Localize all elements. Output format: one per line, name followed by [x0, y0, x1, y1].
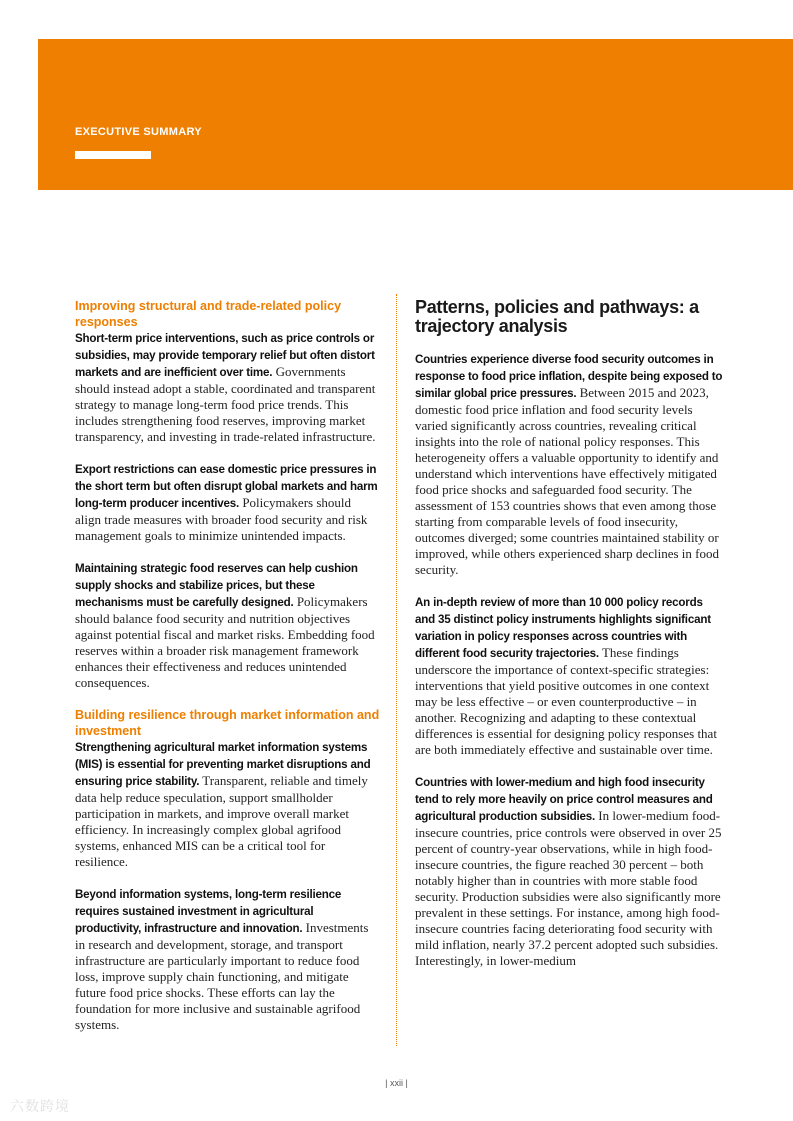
section-label: EXECUTIVE SUMMARY [75, 126, 202, 138]
paragraph [75, 330, 380, 445]
paragraph-lead: Strengthening agricultural market information systems (MIS) is essential for preventing market disruptions and ensuring price stability. [75, 741, 371, 788]
right-column [415, 298, 725, 985]
paragraph [75, 461, 380, 544]
paragraph [75, 739, 380, 870]
section-heading-resilience: Building resilience through market information and investment [75, 708, 380, 738]
paragraph-body: Investments in research and development, storage, and transport infrastructure are particularly important to reduce food loss, improve supply chain functioning, and mitigate future food price shocks. These efforts can lay the foundation for more inclusive and sustainable agrifood systems. [75, 920, 369, 1032]
column-divider [396, 294, 397, 1046]
paragraph-body: Transparent, reliable and timely data help reduce speculation, support smallholder participation in markets, and improve overall market efficiency. In increasingly complex global agrifood systems, enhanced MIS can be a critical tool for resilience. [75, 773, 368, 869]
paragraph [75, 886, 380, 1033]
paragraph-lead: Export restrictions can ease domestic price pressures in the short term but often disrupt global markets and harm long-term producer incentives. [75, 463, 378, 510]
paragraph-lead: Beyond information systems, long-term resilience requires sustained investment in agricultural productivity, infrastructure and innovation. [75, 888, 342, 935]
paragraph [415, 594, 725, 758]
paragraph-body: Between 2015 and 2023, domestic food price inflation and food security levels varied significantly across countries, revealing critical insights into the role of national policy responses. This heterogeneity offers a valuable opportunity to identify and understand which interventions have effectively mitigated food price shocks and safeguarded food security. The assessment of 153 countries shows that even among those starting from comparable levels of food insecurity, outcomes diverged; some countries maintained stability or improved, while others experienced sharp declines in food security. [415, 385, 719, 577]
paragraph-lead: Short-term price interventions, such as price controls or subsidies, may provide temporary relief but often distort markets and are inefficient over time. [75, 332, 375, 379]
paragraph-lead: Countries with lower-medium and high food insecurity tend to rely more heavily on price control measures and agricultural production subsidies. [415, 776, 713, 823]
section-heading-trade: Improving structural and trade-related policy responses [75, 299, 342, 329]
paragraph-body: In lower-medium food-insecure countries, price controls were observed in over 25 percent of country-year observations, while in high food-insecure countries, the figure reached 30 percent – both notably higher than in countries with more stable food security. Production subsidies were also significantly more prevalent in these settings. For instance, among high food-insecure countries facing deteriorating food security with mild inflation, nearly 37.2 percent adopted such subsidies. Interestingly, in lower-medium [415, 808, 722, 968]
paragraph [415, 351, 725, 578]
page-title: Patterns, policies and pathways: a trajectory analysis [415, 297, 699, 336]
left-column [75, 298, 380, 1049]
paragraph-body: Governments should instead adopt a stable, coordinated and transparent strategy to manage long-term food price trends. This includes strengthening food reserves, improving market transparency, and investing in trade-related infrastructure. [75, 364, 376, 444]
paragraph-lead: Maintaining strategic food reserves can help cushion supply shocks and stabilize prices, but these mechanisms must be carefully designed. [75, 562, 358, 609]
paragraph [75, 560, 380, 691]
paragraph-lead: Countries experience diverse food security outcomes in response to food price inflation, despite being exposed to similar global price pressures. [415, 353, 723, 400]
paragraph-body: Policymakers should balance food security and nutrition objectives against potential fiscal and market risks. Embedding food reserves within a broader risk management framework enhances their effectiveness and reduces unintended consequences. [75, 594, 375, 690]
paragraph-body: These findings underscore the importance of context-specific strategies: interventions that yield positive outcomes in one context may be less effective – or even counterproductive – in another. Recognizing and adapting to these contextual differences is essential for designing policy responses that are both immediately effective and sustainable over time. [415, 645, 717, 757]
paragraph-body: Policymakers should align trade measures with broader food security and risk management goals to minimize unintended impacts. [75, 495, 368, 543]
accent-bar [75, 151, 151, 159]
page-number: | xxii | [385, 1078, 408, 1088]
watermark: 六数跨境 [10, 1099, 70, 1115]
paragraph-lead: An in-depth review of more than 10 000 policy records and 35 distinct policy instruments highlights significant variation in policy responses across countries with different food security trajectories. [415, 596, 711, 660]
paragraph [415, 774, 725, 969]
header-banner [38, 39, 793, 190]
